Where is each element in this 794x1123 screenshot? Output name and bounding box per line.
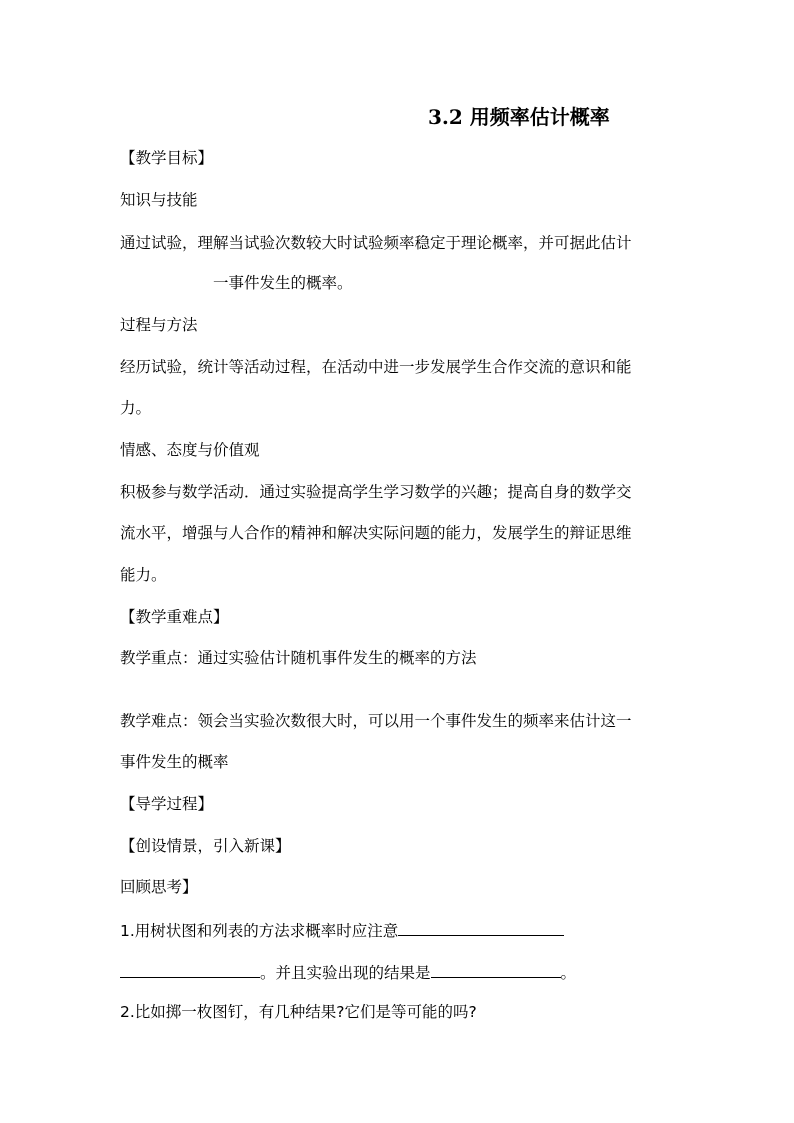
paragraph-emotion-line-2: 流水平，增强与人合作的精神和解决实际问题的能力，发展学生的辩证思维	[120, 524, 632, 542]
question-1-line-1	[120, 919, 564, 941]
question-1-continuation: 。并且实验出现的结果是	[260, 964, 431, 982]
section-heading-process: 【导学过程】	[120, 795, 214, 813]
subheading-process: 过程与方法	[120, 316, 198, 334]
question-1-line-2	[120, 961, 576, 983]
difficulty-line-2: 事件发生的概率	[120, 753, 229, 771]
section-heading-intro: 【创设情景，引入新课】	[120, 837, 291, 855]
section-heading-key-points: 【教学重难点】	[120, 608, 229, 626]
question-1-end: 。	[560, 964, 577, 982]
fill-in-blank	[120, 961, 260, 978]
paragraph-emotion-line-3: 能力。	[120, 566, 167, 584]
subheading-review: 回顾思考】	[120, 878, 198, 896]
paragraph-process-line-1: 经历试验，统计等活动过程，在活动中进一步发展学生合作交流的意识和能	[120, 358, 632, 376]
paragraph-process-line-2: 力。	[120, 399, 152, 417]
paragraph-knowledge-line-1: 通过试验，理解当试验次数较大时试验频率稳定于理论概率，并可据此估计	[120, 234, 632, 252]
subheading-emotion: 情感、态度与价值观	[120, 441, 260, 459]
key-point-line: 教学重点：通过实验估计随机事件发生的概率的方法	[120, 649, 477, 667]
fill-in-blank	[431, 961, 561, 978]
difficulty-line-1: 教学难点：领会当实验次数很大时，可以用一个事件发生的频率来估计这一	[120, 712, 632, 730]
question-1-text: 1.用树状图和列表的方法求概率时应注意	[120, 922, 399, 940]
document-title: 3.2 用频率估计概率	[428, 105, 610, 129]
paragraph-knowledge-line-2: 一事件发生的概率。	[213, 274, 353, 292]
question-2-line: 2.比如掷一枚图钉，有几种结果?它们是等可能的吗?	[120, 1003, 477, 1021]
section-heading-objectives: 【教学目标】	[120, 149, 214, 167]
subheading-knowledge: 知识与技能	[120, 191, 198, 209]
fill-in-blank	[398, 919, 564, 936]
paragraph-emotion-line-1: 积极参与数学活动．通过实验提高学生学习数学的兴趣；提高自身的数学交	[120, 483, 632, 501]
